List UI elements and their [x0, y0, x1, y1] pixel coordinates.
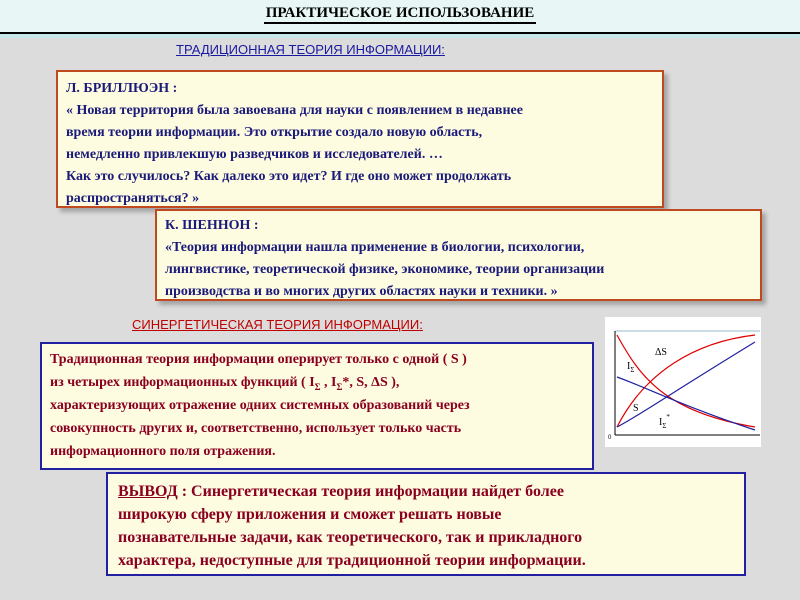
traditional-theory-box [40, 342, 594, 470]
heading-traditional: ТРАДИЦИОННАЯ ТЕОРИЯ ИНФОРМАЦИИ: [176, 42, 445, 57]
information-functions-graph [605, 317, 761, 447]
label-i-sigma-star: $I_\Sigma^*$ [659, 413, 670, 430]
brillouin-author: Л. БРИЛЛЮЭН : [66, 81, 178, 96]
brillouin-line: Как это случилось? Как далеко это идет? И где оно может продолжать [66, 169, 512, 184]
shannon-line: лингвистике, теоретической физике, экономике, теории организации [165, 262, 605, 277]
label-origin: 0 [608, 435, 612, 441]
traditional-line: совокупность других и, соответственно, использует только часть [50, 421, 462, 436]
graph-svg [605, 317, 761, 447]
conclusion-line: широкую сферу приложения и сможет решать новые [118, 506, 502, 523]
brillouin-line: немедленно привлекшую разведчиков и исследователей. … [66, 147, 443, 162]
brillouin-line: время теории информации. Это открытие создало новую область, [66, 125, 483, 140]
conclusion-box [106, 472, 746, 576]
shannon-author: К. ШЕННОН : [165, 218, 259, 233]
shannon-line: «Теория информации нашла применение в биологии, психологии, [165, 240, 585, 255]
shannon-line: производства и во многих других областях науки и техники. » [165, 284, 558, 299]
traditional-line: информационного поля отражения. [50, 444, 276, 459]
conclusion-label: ВЫВОД [118, 483, 178, 500]
label-s: S [633, 403, 639, 414]
traditional-line: характеризующих отражение одних системных образований через [50, 398, 470, 413]
conclusion-line: познавательные задачи, как теоретического, так и прикладного [118, 529, 583, 546]
label-i-sigma: $I_\Sigma$ [627, 361, 635, 374]
label-delta-s: ΔS [655, 347, 667, 358]
brillouin-line: « Новая территория была завоевана для науки с появлением в недавнее [66, 103, 523, 118]
title-stripe [0, 34, 800, 38]
page-title: ПРАКТИЧЕСКОЕ ИСПОЛЬЗОВАНИЕ [264, 5, 537, 24]
brillouin-line: распространяться? » [66, 191, 200, 206]
conclusion-line: ВЫВОД : Синергетическая теория информации найдет более [118, 483, 564, 500]
traditional-line: Традиционная теория информации оперирует только с одной ( S ) [50, 352, 467, 367]
traditional-line-functions: из четырех информационных функций ( $I_\Sigma$ , $I_\Sigma*$, S, ΔS ), [50, 375, 400, 392]
brillouin-quote-box [56, 70, 664, 208]
conclusion-line: характера, недоступные для традиционной теории информации. [118, 552, 586, 569]
heading-synergetic: СИНЕРГЕТИЧЕСКАЯ ТЕОРИЯ ИНФОРМАЦИИ: [132, 317, 423, 332]
shannon-quote-box [155, 209, 762, 301]
title-bar [0, 0, 800, 34]
